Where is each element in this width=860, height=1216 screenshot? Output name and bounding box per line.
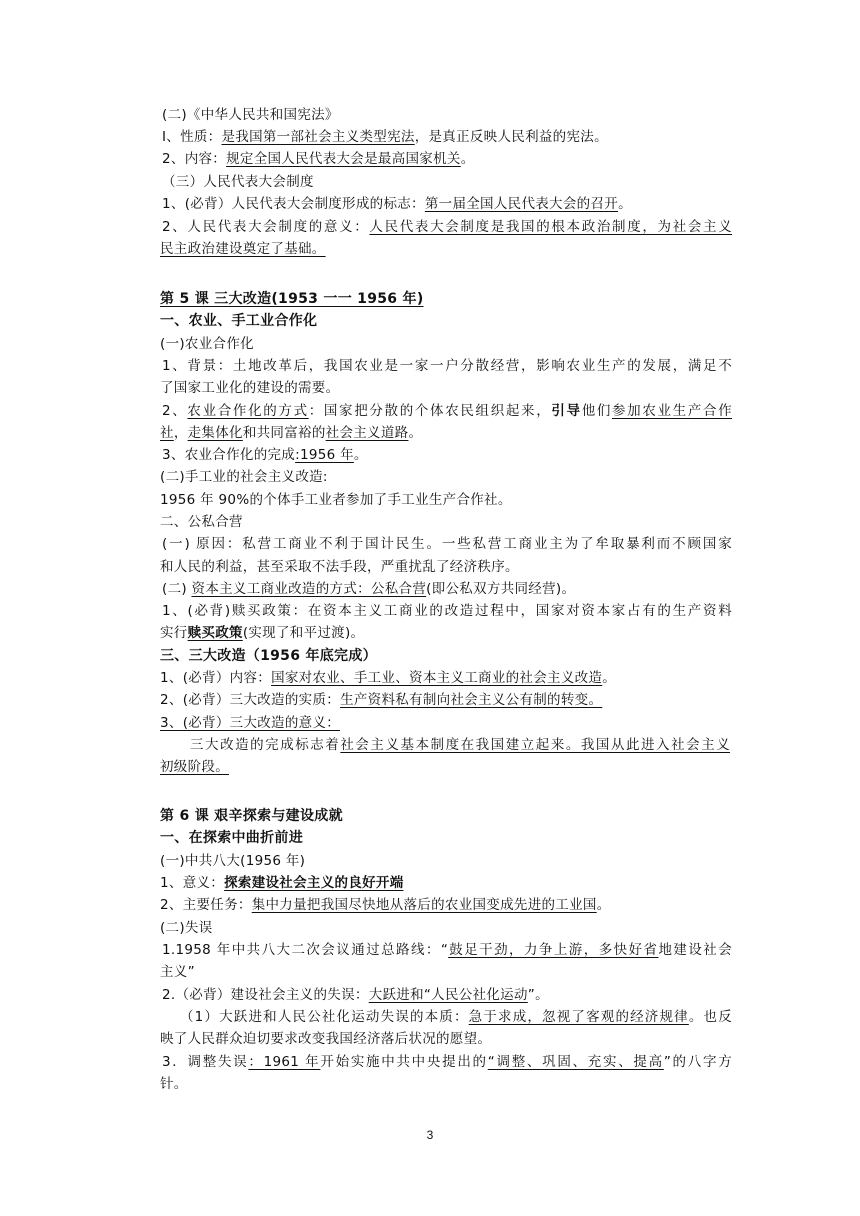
underlined-text: 民主政治建设奠定了基础。 [160, 241, 326, 257]
paragraph-completion-mark-cont [160, 756, 229, 778]
lesson-5-title [160, 288, 424, 310]
underlined-text: 是我国第一部社会主义类型宪法 [221, 129, 415, 145]
text: I、性质： [162, 129, 222, 145]
paragraph-reform-method [162, 578, 575, 600]
paragraph-background-cont: 了国家工业化的建设的需要。 [160, 380, 340, 396]
paragraph-essence-mistake [180, 1006, 732, 1028]
paragraph-nature [162, 126, 608, 148]
paragraph-adjustment [162, 1051, 732, 1073]
paragraph-essence [160, 689, 602, 711]
lesson-5-section-1: 一、农业、手工业合作化 [160, 313, 318, 329]
lesson-6-title: 第 6 课 艰辛探索与建设成就 [160, 808, 343, 824]
paragraph-npc-significance-cont [160, 238, 326, 260]
paragraph-coop-method-cont [160, 422, 422, 444]
lesson-5-section-2: 二、公私合营 [160, 514, 243, 530]
heading-npc-system: （三）人民代表大会制度 [162, 174, 314, 190]
underlined-text: 资本主义工商业改造的方式：公私合营 [191, 581, 427, 597]
underlined-text: 初级阶段。 [160, 759, 229, 775]
paragraph-essence-mistake-cont: 映了人民群众迫切要求改变我国经济落后状况的愿望。 [160, 1031, 492, 1047]
heading-handicraft: (二)手工业的社会主义改造: [160, 469, 328, 485]
paragraph-general-line-cont: 主义” [160, 964, 195, 980]
heading-8th-congress: (一)中共八大(1956 年) [160, 853, 306, 869]
text: (即公私双方共同经营)。 [426, 581, 576, 597]
page-number: 3 [426, 1128, 434, 1142]
text: ”的八字方 [663, 1054, 732, 1070]
text: （1）大跃进和人民公社化运动失误的本质： [180, 1009, 469, 1025]
underlined-text: 参加农业生产合作 [612, 403, 732, 419]
paragraph-reason: (一) 原因：私营工商业不利于国计民生。一些私营工商业主为了牟取暴利而不顾国家 [162, 536, 732, 552]
text: 他们 [581, 403, 613, 419]
paragraph-content-three: 1、(必背）内容：国家对农业、手工业、资本主义工商业的社会主义改造。 [160, 670, 617, 686]
underlined-text: 走集体化 [187, 425, 243, 441]
text: 和共同富裕的 [242, 425, 326, 441]
paragraph-npc-mark: 1、(必背）人民代表大会制度形成的标志：第一届全国人民代表大会的召开。 [162, 196, 632, 212]
lesson-title-text: 第 5 课 三大改造(1953 一一 1956 年) [160, 291, 424, 307]
heading-constitution: (二)《中华人民共和国宪法》 [162, 107, 339, 123]
text: (实现了和平过渡)。 [242, 625, 365, 641]
paragraph-coop-method [162, 400, 732, 422]
paragraph-general-line [162, 939, 732, 961]
underlined-text: 集中力量把我国尽快地从落后的农业国变成先进的工业国 [251, 897, 597, 913]
underlined-text: 国家对农业、手工业、资本主义工商业的社会主义改造 [271, 670, 603, 686]
paragraph-significance [160, 712, 340, 734]
text: 2、内容： [162, 151, 227, 167]
lesson-5-section-3: 三、三大改造（1956 年底完成） [160, 648, 377, 664]
underlined-text: 鼓足干劲，力争上游，多快好省 [448, 942, 659, 958]
text: 2、主要任务： [160, 897, 252, 913]
text: 。也反 [688, 1009, 733, 1025]
text: 。 [353, 447, 368, 463]
text: 1、(必背）内容： [160, 670, 272, 686]
underlined-text: 第一届全国人民代表大会的召开 [424, 196, 619, 212]
underlined-text: 农业合作化的方式 [187, 403, 309, 419]
text: 2、人民代表大会制度的意义： [162, 219, 370, 235]
text: 3．调整失误 [162, 1054, 249, 1070]
paragraph-background: 1、背景：土地改革后，我国农业是一家一户分散经营，影响农业生产的发展，满足不 [162, 358, 732, 374]
paragraph-redemption-cont [160, 622, 364, 644]
underlined-text: 生产资料私有制向社会主义公有制的转变。 [340, 692, 603, 708]
underlined-text: 大跃进和“人民公社化运动 [368, 987, 528, 1003]
text: 开始实施中共中央提出的 [320, 1054, 488, 1070]
paragraph-adjustment-cont: 针。 [160, 1076, 188, 1092]
underlined-text: 3、(必背）三大改造的意义： [160, 715, 341, 731]
underlined-text: 急于求成，忽视了客观的经济规律 [468, 1009, 689, 1025]
paragraph-content: 2、内容：规定全国人民代表大会是最高国家机关。 [162, 151, 475, 167]
text: 1、意义： [160, 875, 225, 891]
text: ，是真正反映人民利益的宪法。 [414, 129, 608, 145]
paragraph-redemption: 1、(必背)赎买政策：在资本主义工商业的改造过程中，国家对资本家占有的生产资料 [162, 603, 732, 619]
text: 三大改造的完成标志着 [190, 737, 341, 753]
underlined-text: 社会主义道路 [325, 425, 409, 441]
paragraph-main-task: 2、主要任务：集中力量把我国尽快地从落后的农业国变成先进的工业国。 [160, 897, 611, 913]
text: ， [173, 425, 188, 441]
text: 3、农业合作化的完成 [162, 447, 296, 463]
paragraph-coop-completion [162, 444, 368, 466]
text: 1.1958 年中共八大二次会议通过总路线：“ [162, 942, 449, 958]
paragraph-mistakes: 2.（必背）建设社会主义的失误：大跃进和“人民公社化运动”。 [162, 987, 549, 1003]
text: 2、(必背）三大改造的实质： [160, 692, 341, 708]
lesson-6-section-1: 一、在探索中曲折前进 [160, 830, 303, 846]
text: (二) [162, 581, 192, 597]
underlined-text: 规定全国人民代表大会是最高国家机关 [226, 151, 461, 167]
paragraph-npc-significance [162, 216, 732, 238]
text: 实行 [160, 625, 188, 641]
underlined-text: 人民代表大会制度是我国的根本政治制度，为社会主义 [369, 219, 732, 235]
bold-underlined-text: 赎买政策 [187, 625, 243, 641]
underlined-text: “调整、巩固、充实、提高 [487, 1054, 664, 1070]
text: 。 [408, 425, 423, 441]
paragraph-completion-mark [190, 734, 730, 756]
bold-underlined-text: 探索建设社会主义的良好开端 [224, 875, 404, 891]
paragraph-reason-cont: 和人民的利益，甚至采取不法手段，严重扰乱了经济秩序。 [160, 559, 519, 575]
paragraph-handicraft: 1956 年 90%的个体手工业者参加了手工业生产合作社。 [160, 492, 512, 508]
text: ：国家把分散的个体农民组织起来， [308, 403, 552, 419]
underlined-text: 社 [160, 425, 174, 441]
underlined-text: :1956 年 [295, 447, 354, 463]
heading-mistakes: (二)失误 [160, 920, 213, 936]
heading-agri-coop: (一)农业合作化 [160, 336, 254, 352]
text: 1、(必背）人民代表大会制度形成的标志： [162, 196, 425, 212]
underlined-text: ：1961 年 [248, 1054, 321, 1070]
text: 2、 [162, 403, 188, 419]
underlined-text: 社会主义基本制度在我国建立起来。我国从此进入社会主义 [340, 737, 730, 753]
text: 2.（必背）建设社会主义的失误： [162, 987, 369, 1003]
text: 地建设社会 [658, 942, 733, 958]
paragraph-congress-significance [160, 872, 404, 894]
bold-text: 引导 [551, 403, 582, 419]
